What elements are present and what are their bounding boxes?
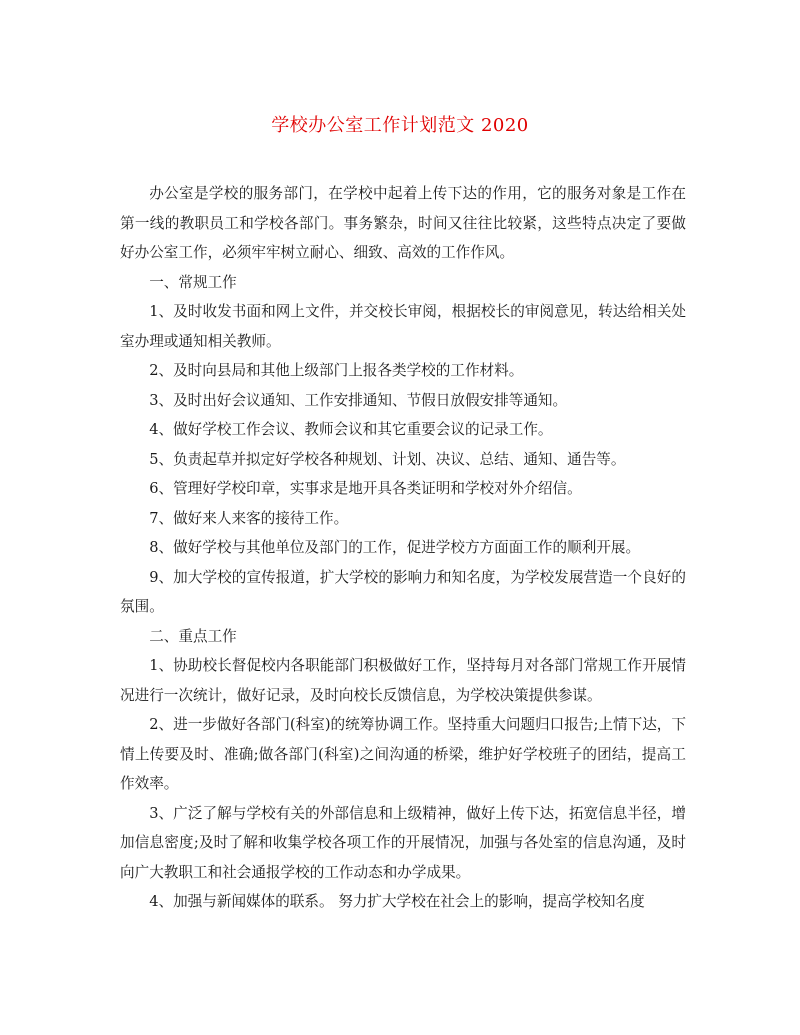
key-item-2: 2、进一步做好各部门(科室)的统筹协调工作。坚持重大问题归口报告;上情下达，下情上传要及时、准确;做各部门(科室)之间沟通的桥梁，维护好学校班子的团结，提高工作效率。 <box>120 716 686 792</box>
key-item-4: 4、加强与新闻媒体的联系。 努力扩大学校在社会上的影响，提高学校知名度 <box>149 893 645 910</box>
routine-item-5: 5、负责起草并拟定好学校各种规划、计划、决议、总结、通知、通告等。 <box>149 450 626 468</box>
routine-item-2: 2、及时向县局和其他上级部门上报各类学校的工作材料。 <box>149 362 524 379</box>
routine-item-4: 4、做好学校工作会议、教师会议和其它重要会议的记录工作。 <box>149 421 553 438</box>
routine-item-6: 6、管理好学校印章，实事求是地开具各类证明和学校对外介绍信。 <box>149 480 582 497</box>
routine-item-1: 1、及时收发书面和网上文件，并交校长审阅，根据校长的审阅意见，转达给相关处室办理或通知相关教师。 <box>120 303 686 350</box>
section-heading-key: 二、重点工作 <box>149 627 237 645</box>
intro-paragraph: 办公室是学校的服务部门，在学校中起着上传下达的作用，它的服务对象是工作在第一线的教职员工和学校各部门。事务繁杂，时间又往往比较紧，这些特点决定了要做好办公室工作，必须牢牢树立耐心、细致、高效的工作作风。 <box>120 185 686 261</box>
key-item-1: 1、协助校长督促校内各职能部门积极做好工作，坚持每月对各部门常规工作开展情况进行一次统计，做好记录，及时向校长反馈信息，为学校决策提供参谋。 <box>120 657 686 704</box>
routine-item-3: 3、及时出好会议通知、工作安排通知、节假日放假安排等通知。 <box>149 391 568 409</box>
routine-item-7: 7、做好来人来客的接待工作。 <box>149 509 349 527</box>
document-body <box>120 179 686 917</box>
routine-item-9: 9、加大学校的宣传报道，扩大学校的影响力和知名度，为学校发展营造一个良好的氛围。 <box>120 568 686 615</box>
document-title: 学校办公室工作计划范文 2020 <box>271 115 529 136</box>
section-heading-routine: 一、常规工作 <box>149 273 237 291</box>
routine-item-8: 8、做好学校与其他单位及部门的工作，促进学校方方面面工作的顺利开展。 <box>149 539 641 556</box>
key-item-3: 3、广泛了解与学校有关的外部信息和上级精神，做好上传下达，拓宽信息半径，增加信息密度;及时了解和收集学校各项工作的开展情况，加强与各处室的信息沟通，及时向广大教职工和社会通报学校的工作动态和办学成果。 <box>120 804 686 881</box>
